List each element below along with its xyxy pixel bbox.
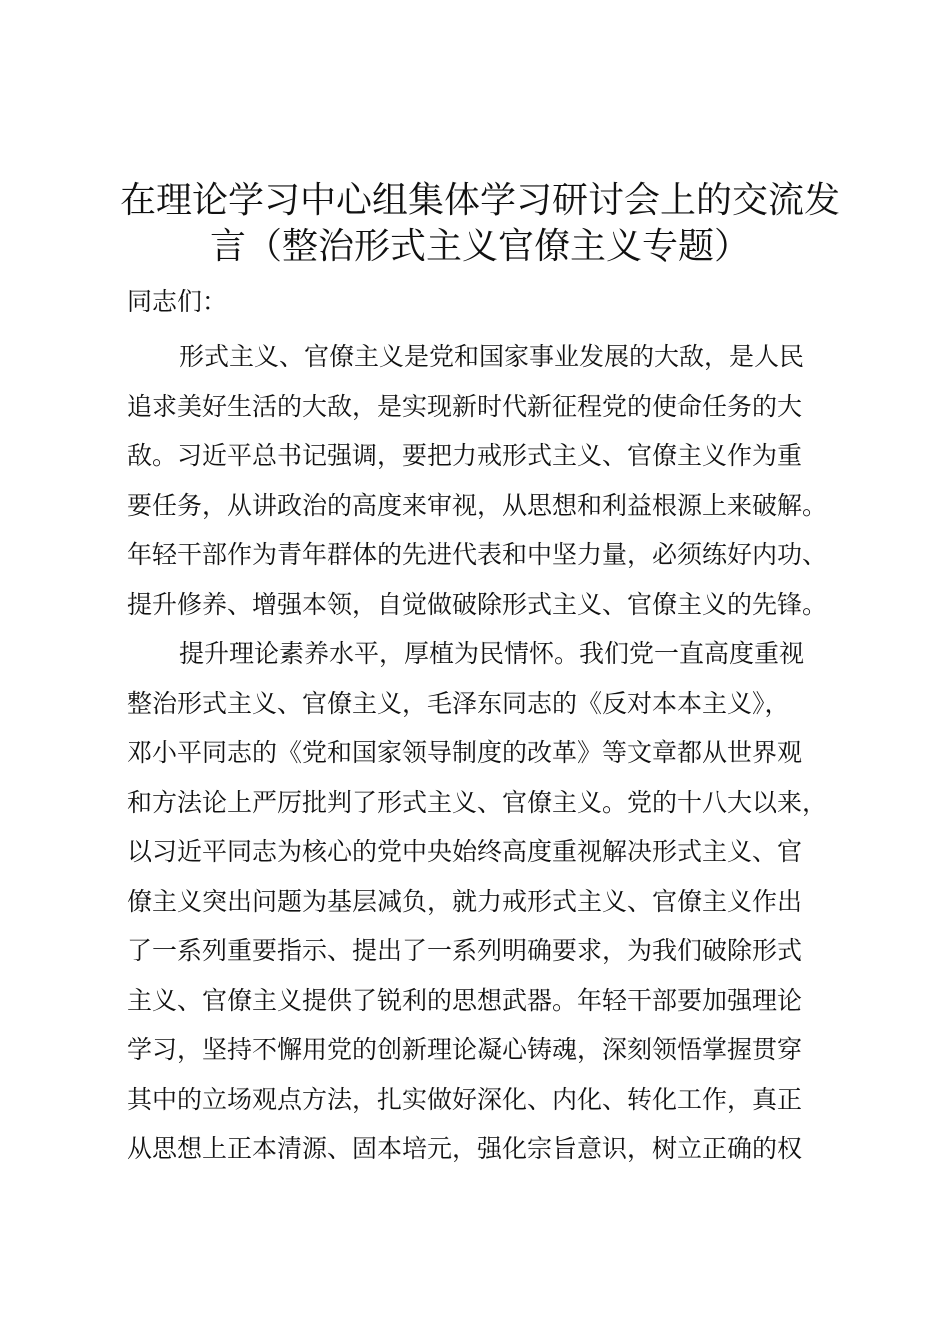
paragraph-line: 从思想上正本清源、固本培元，强化宗旨意识，树立正确的权	[127, 1134, 803, 1163]
document-title	[110, 178, 850, 270]
paragraph-line: 和方法论上严厉批判了形式主义、官僚主义。党的十八大以来，	[127, 787, 828, 817]
paragraph-line: 整治形式主义、官僚主义，毛泽东同志的《反对本本主义》，	[127, 688, 790, 718]
paragraph-line: 提升理论素养水平，厚植为民情怀。我们党一直高度重视	[179, 639, 805, 668]
salutation: 同志们：	[127, 287, 228, 316]
paragraph-line: 僚主义突出问题为基层减负，就力戒形式主义、官僚主义作出	[127, 886, 803, 916]
paragraph-line: 形式主义、官僚主义是党和国家事业发展的大敌，是人民	[179, 342, 805, 371]
paragraph-line: 要任务，从讲政治的高度来审视，从思想和利益根源上来破解。	[127, 490, 828, 520]
paragraph-line: 年轻干部作为青年群体的先进代表和中坚力量，必须练好内功、	[127, 540, 828, 569]
paragraph-line: 追求美好生活的大敌，是实现新时代新征程党的使命任务的大	[127, 391, 803, 421]
document-title-line: 言（整治形式主义官僚主义专题）	[209, 226, 750, 267]
paragraph-line: 其中的立场观点方法，扎实做好深化、内化、转化工作，真正	[127, 1084, 803, 1114]
paragraph	[127, 629, 862, 1174]
paragraph-line: 敌。习近平总书记强调，要把力戒形式主义、官僚主义作为重	[127, 441, 803, 470]
paragraph-line: 了一系列重要指示、提出了一系列明确要求，为我们破除形式	[127, 936, 803, 965]
document-body	[127, 282, 862, 1174]
document-title-line: 在理论学习中心组集体学习研讨会上的交流发	[119, 180, 840, 221]
paragraph-line: 学习，坚持不懈用党的创新理论凝心铸魂，深刻领悟掌握贯穿	[127, 1035, 803, 1064]
paragraph	[127, 332, 862, 629]
paragraph-line: 主义、官僚主义提供了锐利的思想武器。年轻干部要加强理论	[127, 985, 803, 1015]
paragraph-line: 邓小平同志的《党和国家领导制度的改革》等文章都从世界观	[127, 738, 803, 767]
paragraph-line: 以习近平同志为核心的党中央始终高度重视解决形式主义、官	[127, 837, 803, 866]
paragraph-line: 提升修养、增强本领，自觉做破除形式主义、官僚主义的先锋。	[127, 589, 828, 619]
